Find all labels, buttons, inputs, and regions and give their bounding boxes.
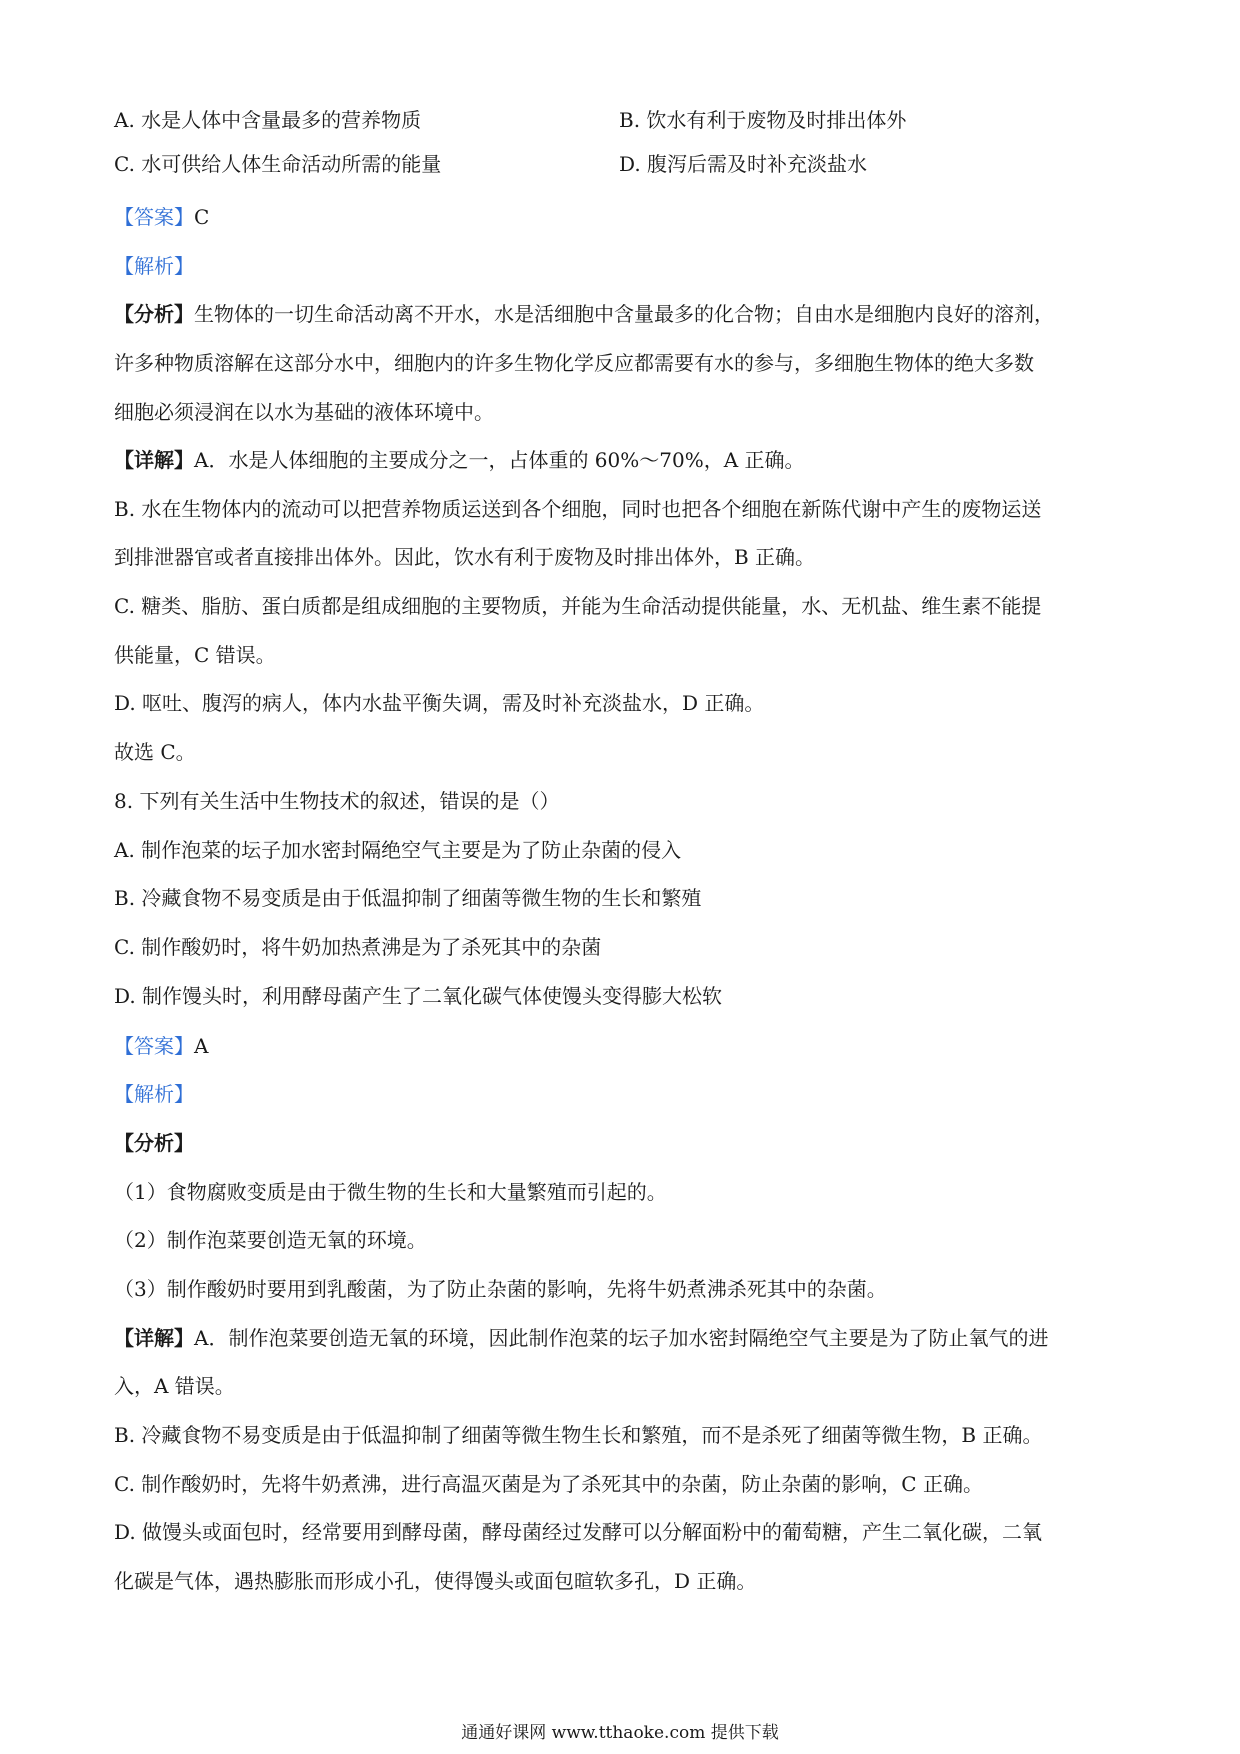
q8-answer [114, 1032, 208, 1060]
q8-stem: 8. 下列有关生活中生物技术的叙述，错误的是（） [114, 789, 560, 813]
q8-detail-line-6: 化碳是气体，遇热膨胀而形成小孔，使得馒头或面包暄软多孔，D 正确。 [114, 1569, 757, 1593]
q7-detail-line-4: C. 糖类、脂肪、蛋白质都是组成细胞的主要物质，并能为生命活动提供能量，水、无机盐、维生素不能提 [114, 594, 1042, 618]
q8-option-c: C. 制作酸奶时，将牛奶加热煮沸是为了杀死其中的杂菌 [114, 935, 602, 959]
q8-detail-line-3: B. 冷藏食物不易变质是由于低温抑制了细菌等微生物生长和繁殖，而不是杀死了细菌等微生物，B 正确。 [114, 1423, 1043, 1447]
q8-option-a: A. 制作泡菜的坛子加水密封隔绝空气主要是为了防止杂菌的侵入 [114, 838, 682, 862]
q8-analysis-point-1: （1）食物腐败变质是由于微生物的生长和大量繁殖而引起的。 [114, 1180, 667, 1204]
q7-detail-line-1: 【详解】A．水是人体细胞的主要成分之一，占体重的 60%～70%，A 正确。 [114, 448, 805, 472]
q8-detail-label: 【详解】 [114, 1326, 194, 1350]
q7-analysis-label: 【解析】 [114, 254, 194, 278]
q7-option-d: D. 腹泻后需及时补充淡盐水 [619, 152, 868, 176]
q8-detail-line-1: 【详解】A．制作泡菜要创造无氧的环境，因此制作泡菜的坛子加水密封隔绝空气主要是为了防止氧气的进 [114, 1326, 1049, 1350]
q8-answer-value: A [194, 1034, 209, 1058]
q7-detail-label: 【详解】 [114, 448, 194, 472]
q7-option-row-cd [114, 150, 868, 178]
q8-analysis-label: 【解析】 [114, 1082, 194, 1106]
q7-analysis-sub-label: 【分析】 [114, 302, 194, 326]
q7-option-a: A. 水是人体中含量最多的营养物质 [114, 108, 422, 132]
q7-option-b: B. 饮水有利于废物及时排出体外 [619, 108, 907, 132]
q7-detail-line-2: B. 水在生物体内的流动可以把营养物质运送到各个细胞，同时也把各个细胞在新陈代谢中产生的废物运送 [114, 497, 1042, 521]
q8-option-b: B. 冷藏食物不易变质是由于低温抑制了细菌等微生物的生长和繁殖 [114, 886, 702, 910]
q7-answer [114, 203, 209, 231]
q7-answer-label: 【答案】 [114, 205, 194, 229]
q8-analysis-point-2: （2）制作泡菜要创造无氧的环境。 [114, 1228, 427, 1252]
q7-analysis-line-2: 许多种物质溶解在这部分水中，细胞内的许多生物化学反应都需要有水的参与，多细胞生物体的绝大多数 [114, 351, 1034, 375]
q8-detail-line-2: 入，A 错误。 [114, 1374, 235, 1398]
q8-analysis-point-3: （3）制作酸奶时要用到乳酸菌，为了防止杂菌的影响，先将牛奶煮沸杀死其中的杂菌。 [114, 1277, 887, 1301]
q7-detail-line-6: D. 呕吐、腹泻的病人，体内水盐平衡失调，需及时补充淡盐水，D 正确。 [114, 691, 765, 715]
q7-detail-line-5: 供能量，C 错误。 [114, 643, 276, 667]
q8-analysis-sub-label: 【分析】 [114, 1131, 194, 1155]
q8-option-d: D. 制作馒头时，利用酵母菌产生了二氧化碳气体使馒头变得膨大松软 [114, 984, 723, 1008]
q7-answer-value: C [194, 205, 210, 229]
q8-answer-label: 【答案】 [114, 1034, 194, 1058]
q7-analysis-line-1: 【分析】生物体的一切生命活动离不开水，水是活细胞中含量最多的化合物；自由水是细胞内良好的溶剂， [114, 302, 1054, 326]
q7-analysis-line-3: 细胞必须浸润在以水为基础的液体环境中。 [114, 400, 494, 424]
q8-detail-line-4: C. 制作酸奶时，先将牛奶煮沸，进行高温灭菌是为了杀死其中的杂菌，防止杂菌的影响，C 正确。 [114, 1472, 983, 1496]
q7-option-row-ab [114, 106, 907, 134]
q7-detail-conclusion: 故选 C。 [114, 740, 196, 764]
page-footer: 通通好课网 www.tthaoke.com 提供下载 [461, 1723, 779, 1743]
q7-detail-line-3: 到排泄器官或者直接排出体外。因此，饮水有利于废物及时排出体外，B 正确。 [114, 545, 816, 569]
q8-detail-line-5: D. 做馒头或面包时，经常要用到酵母菌，酵母菌经过发酵可以分解面粉中的葡萄糖，产生二氧化碳，二氧 [114, 1520, 1043, 1544]
q7-option-c: C. 水可供给人体生命活动所需的能量 [114, 152, 442, 176]
